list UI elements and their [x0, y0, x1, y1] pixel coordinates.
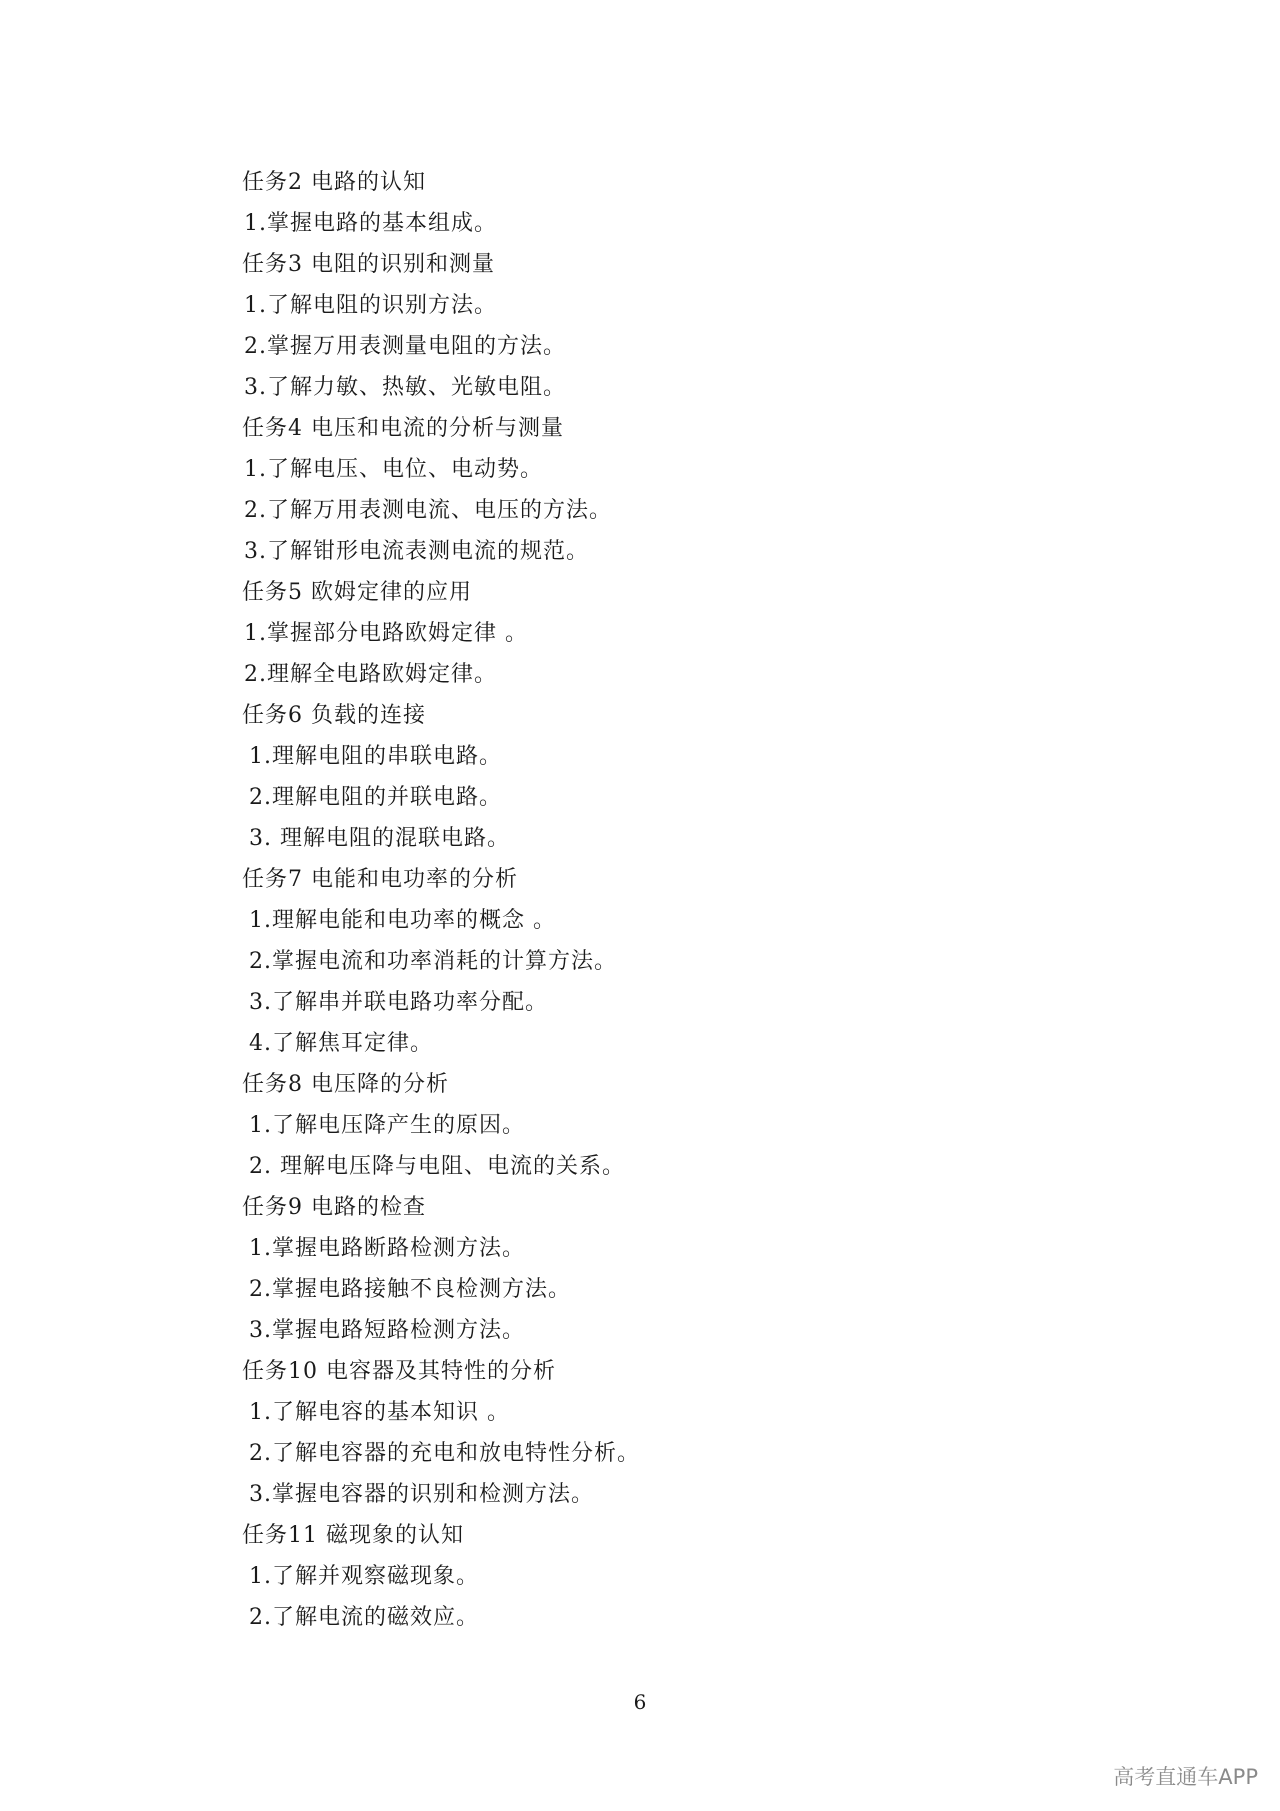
watermark: 高考直通车APP	[1113, 1765, 1258, 1789]
task-heading: 任务3 电阻的识别和测量	[242, 252, 495, 277]
list-item: 1.理解电能和电功率的概念 。	[249, 908, 556, 933]
list-item: 2.掌握电流和功率消耗的计算方法。	[249, 949, 617, 974]
list-item: 1.了解并观察磁现象。	[249, 1564, 479, 1589]
list-item: 1.掌握电路断路检测方法。	[249, 1236, 525, 1261]
list-item: 1.理解电阻的串联电路。	[249, 744, 502, 769]
list-item: 2.理解全电路欧姆定律。	[244, 662, 497, 687]
list-item: 3.了解力敏、热敏、光敏电阻。	[244, 375, 566, 400]
list-item: 3.了解钳形电流表测电流的规范。	[244, 539, 589, 564]
list-item: 2.理解电阻的并联电路。	[249, 785, 502, 810]
page-content	[242, 162, 1142, 1638]
list-item: 3.掌握电路短路检测方法。	[249, 1318, 525, 1343]
list-item: 3. 理解电阻的混联电路。	[249, 826, 510, 851]
list-item: 1.了解电阻的识别方法。	[244, 293, 497, 318]
list-item: 1.了解电压、电位、电动势。	[244, 457, 543, 482]
list-item: 1.掌握电路的基本组成。	[244, 211, 497, 236]
list-item: 2.了解电流的磁效应。	[249, 1605, 479, 1630]
list-item: 2.掌握电路接触不良检测方法。	[249, 1277, 571, 1302]
list-item: 2.掌握万用表测量电阻的方法。	[244, 334, 566, 359]
task-heading: 任务2 电路的认知	[242, 170, 426, 195]
task-heading: 任务10 电容器及其特性的分析	[242, 1359, 556, 1384]
task-heading: 任务4 电压和电流的分析与测量	[242, 416, 564, 441]
task-heading: 任务8 电压降的分析	[242, 1072, 449, 1097]
list-item: 3.了解串并联电路功率分配。	[249, 990, 548, 1015]
page-number: 6	[633, 1690, 647, 1714]
task-heading: 任务6 负载的连接	[242, 703, 426, 728]
list-item: 2.了解电容器的充电和放电特性分析。	[249, 1441, 640, 1466]
task-heading: 任务5 欧姆定律的应用	[242, 580, 472, 605]
list-item: 1.掌握部分电路欧姆定律 。	[244, 621, 528, 646]
list-item: 2.了解万用表测电流、电压的方法。	[244, 498, 612, 523]
list-item: 2. 理解电压降与电阻、电流的关系。	[249, 1154, 625, 1179]
task-heading: 任务7 电能和电功率的分析	[242, 867, 518, 892]
list-item: 4.了解焦耳定律。	[249, 1031, 433, 1056]
list-item: 3.掌握电容器的识别和检测方法。	[249, 1482, 594, 1507]
list-item: 1.了解电压降产生的原因。	[249, 1113, 525, 1138]
list-item: 1.了解电容的基本知识 。	[249, 1400, 510, 1425]
task-heading: 任务11 磁现象的认知	[242, 1523, 464, 1548]
task-heading: 任务9 电路的检查	[242, 1195, 426, 1220]
